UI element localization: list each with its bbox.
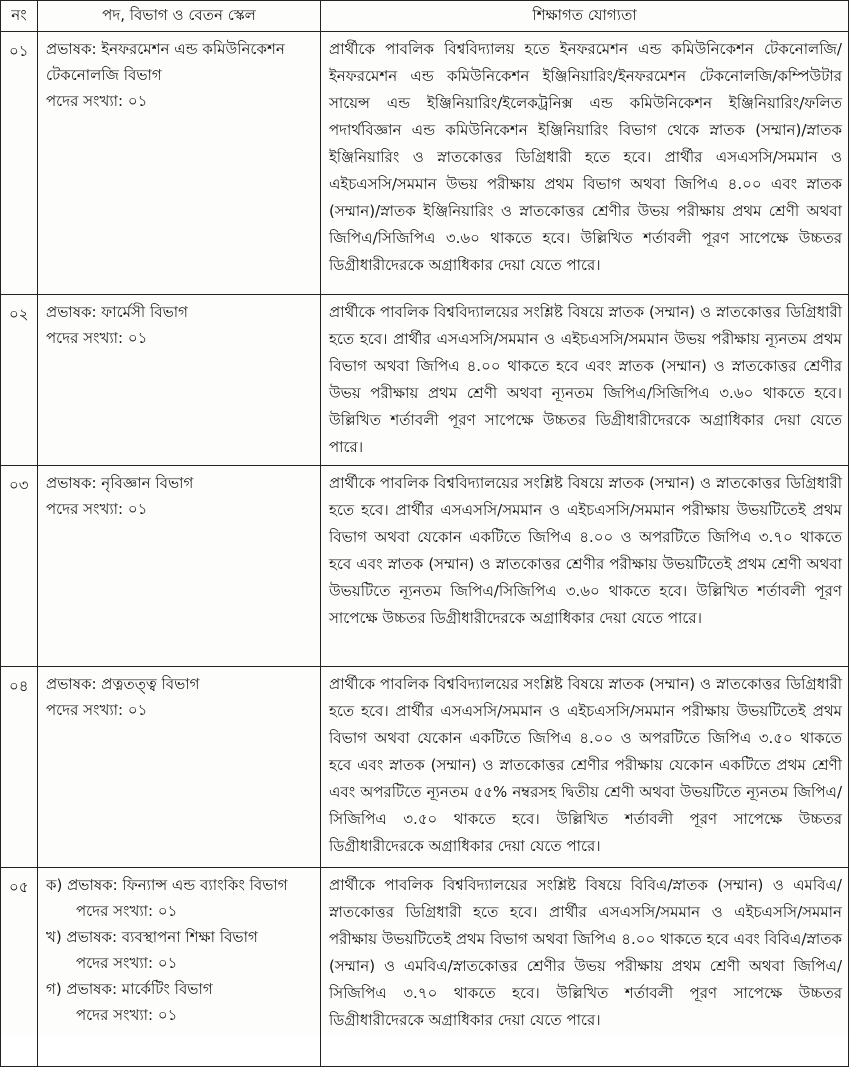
qualification-text: প্রার্থীকে পাবলিক বিশ্ববিদ্যালয়ের সংশ্লিষ্ট বিষয়ে স্নাতক (সম্মান) ও স্নাতকোত্তর ডিগ্রিধারী হতে হবে। প্রার্থীর এসএসসি/সমমান ও এইচএসসি/সমমান পরীক্ষায় উভয়টিতেই প্রথম বিভাগ অথবা যেকোন একটিতে জিপিএ ৪.০০ ও অপরটিতে জিপিএ ৩.৭০ থাকতে হবে এবং স্নাতক (সম্মান) ও স্নাতকোত্তর শ্রেণীর পরীক্ষায় উভয়টিতেই প্রথম শ্রেণী অথবা উভয়টিতে ন্যূনতম জিপিএ/সিজিপিএ ৩.৬০ থাকতে হবে। উল্লিখিত শর্তাবলী পূরণ সাপেক্ষে উচ্চতর ডিগ্রীধারীদেরকে অগ্রাধিকার দেয়া যেতে পারে।	[329, 474, 842, 627]
table-row	[1, 295, 849, 466]
sub-post-marketing	[46, 976, 314, 1028]
table-row	[1, 32, 849, 295]
row-number: ০১	[1, 32, 38, 295]
sub-post-count: পদের সংখ্যা: ০১	[76, 954, 178, 972]
qualification-cell	[321, 295, 849, 466]
qualification-cell	[321, 667, 849, 868]
sub-post-title: খ) প্রভাষক: ব্যবস্থাপনা শিক্ষা বিভাগ	[46, 928, 258, 946]
post-count: পদের সংখ্যা: ০১	[46, 500, 148, 518]
post-title: প্রভাষক: নৃবিজ্ঞান বিভাগ	[46, 474, 194, 492]
row-number: ০৪	[1, 667, 38, 868]
qualification-text: প্রার্থীকে পাবলিক বিশ্ববিদ্যালয়ের সংশ্লিষ্ট বিষয়ে বিবিএ/স্নাতক (সম্মান) ও এমবিএ/স্নাতকোত্তর ডিগ্রিধারী হতে হবে। প্রার্থীর এসএসসি/সমমান ও এইচএসসি/সমমান পরীক্ষায় উভয়টিতেই প্রথম বিভাগ অথবা জিপিএ ৪.০০ থাকতে হবে এবং বিবিএ/স্নাতক (সম্মান) ও এমবিএ/স্নাতকোত্তর শ্রেণীর উভয় পরীক্ষায় প্রথম শ্রেণী অথবা জিপিএ/সিজিপিএ ৩.৭০ থাকতে হবে। উল্লিখিত শর্তাবলী পূরণ সাপেক্ষে উচ্চতর ডিগ্রীধারীদেরকে অগ্রাধিকার দেয়া যেতে পারে।	[329, 876, 842, 1029]
qualification-cell	[321, 32, 849, 295]
post-cell	[38, 295, 321, 466]
post-cell	[38, 667, 321, 868]
post-count: পদের সংখ্যা: ০১	[46, 92, 148, 110]
sub-post-title: ক) প্রভাষক: ফিন্যান্স এন্ড ব্যাংকিং বিভাগ	[46, 876, 288, 894]
row-number: ০২	[1, 295, 38, 466]
qualification-text: প্রার্থীকে পাবলিক বিশ্ববিদ্যালয়ের সংশ্লিষ্ট বিষয়ে স্নাতক (সম্মান) ও স্নাতকোত্তর ডিগ্রিধারী হতে হবে। প্রার্থীর এসএসসি/সমমান ও এইচএসসি/সমমান উভয় পরীক্ষায় ন্যূনতম প্রথম বিভাগ অথবা জিপিএ ৪.০০ থাকতে হবে এবং স্নাতক (সম্মান) ও স্নাতকোত্তর শ্রেণীর উভয় পরীক্ষায় প্রথম শ্রেণী অথবা ন্যূনতম জিপিএ/সিজিপিএ ৩.৬০ থাকতে হবে। উল্লিখিত শর্তাবলী পূরণ সাপেক্ষে উচ্চতর ডিগ্রীধারীদেরকে অগ্রাধিকার দেয়া যেতে পারে।	[329, 303, 842, 456]
header-post: পদ, বিভাগ ও বেতন স্কেল	[38, 1, 321, 32]
table-row	[1, 667, 849, 868]
post-cell	[38, 868, 321, 1067]
qualification-cell	[321, 868, 849, 1067]
post-title: প্রভাষক: প্রত্নতত্ত্ব বিভাগ	[46, 675, 200, 693]
sub-post-title: গ) প্রভাষক: মার্কেটিং বিভাগ	[46, 980, 213, 998]
header-qualification: শিক্ষাগত যোগ্যতা	[321, 1, 849, 32]
post-title: প্রভাষক: ফার্মেসী বিভাগ	[46, 303, 188, 321]
table-header-row	[1, 1, 849, 32]
post-count: পদের সংখ্যা: ০১	[46, 329, 148, 347]
post-cell	[38, 32, 321, 295]
sub-post-count: পদের সংখ্যা: ০১	[76, 1006, 178, 1024]
header-number: নং	[1, 1, 38, 32]
qualification-cell	[321, 466, 849, 667]
sub-post-management	[46, 924, 314, 976]
post-title: প্রভাষক: ইনফরমেশন এন্ড কমিউনিকেশন টেকনোলজি বিভাগ	[46, 40, 285, 84]
table-row	[1, 466, 849, 667]
row-number: ০৩	[1, 466, 38, 667]
sub-post-finance	[46, 872, 314, 924]
sub-post-count: পদের সংখ্যা: ০১	[76, 902, 178, 920]
row-number: ০৫	[1, 868, 38, 1067]
qualification-text: প্রার্থীকে পাবলিক বিশ্ববিদ্যালয় হতে ইনফরমেশন এন্ড কমিউনিকেশন টেকনোলজি/ইনফরমেশন এন্ড কমিউনিকেশন ইঞ্জিনিয়ারিং/ইনফরমেশন টেকনোলজি/কম্পিউটার সায়েন্স এন্ড ইঞ্জিনিয়ারিং/ইলেকট্রনিক্স এন্ড কমিউনিকেশন ইঞ্জিনিয়ারিং/ফলিত পদার্থবিজ্ঞান এন্ড কমিউনিকেশন ইঞ্জিনিয়ারিং বিভাগ থেকে স্নাতক (সম্মান)/স্নাতক ইঞ্জিনিয়ারিং ও স্নাতকোত্তর ডিগ্রিধারী হতে হবে। প্রার্থীর এসএসসি/সমমান ও এইচএসসি/সমমান উভয় পরীক্ষায় প্রথম বিভাগ অথবা জিপিএ ৪.০০ এবং স্নাতক (সম্মান)/স্নাতক ইঞ্জিনিয়ারিং ও স্নাতকোত্তর শ্রেণীর উভয় পরীক্ষায় প্রথম শ্রেণী অথবা জিপিএ/সিজিপিএ ৩.৬০ থাকতে হবে। উল্লিখিত শর্তাবলী পূরণ সাপেক্ষে উচ্চতর ডিগ্রীধারীদেরকে অগ্রাধিকার দেয়া যেতে পারে।	[329, 40, 842, 274]
post-count: পদের সংখ্যা: ০১	[46, 701, 148, 719]
post-cell	[38, 466, 321, 667]
table-row	[1, 868, 849, 1067]
qualification-text: প্রার্থীকে পাবলিক বিশ্ববিদ্যালয়ের সংশ্লিষ্ট বিষয়ে স্নাতক (সম্মান) ও স্নাতকোত্তর ডিগ্রিধারী হতে হবে। প্রার্থীর এসএসসি/সমমান ও এইচএসসি/সমমান পরীক্ষায় উভয়টিতেই প্রথম বিভাগ অথবা যেকোন একটিতে জিপিএ ৪.০০ ও অপরটিতে জিপিএ ৩.৫০ থাকতে হবে এবং স্নাতক (সম্মান) ও স্নাতকোত্তর শ্রেণীর পরীক্ষায় যেকোন একটিতে প্রথম শ্রেণী এবং অপরটিতে ন্যূনতম ৫৫% নম্বরসহ দ্বিতীয় শ্রেণী অথবা উভয়টিতে ন্যূনতম জিপিএ/সিজিপিএ ৩.৫০ থাকতে হবে। উল্লিখিত শর্তাবলী পূরণ সাপেক্ষে উচ্চতর ডিগ্রীধারীদেরকে অগ্রাধিকার দেয়া যেতে পারে।	[329, 675, 842, 855]
